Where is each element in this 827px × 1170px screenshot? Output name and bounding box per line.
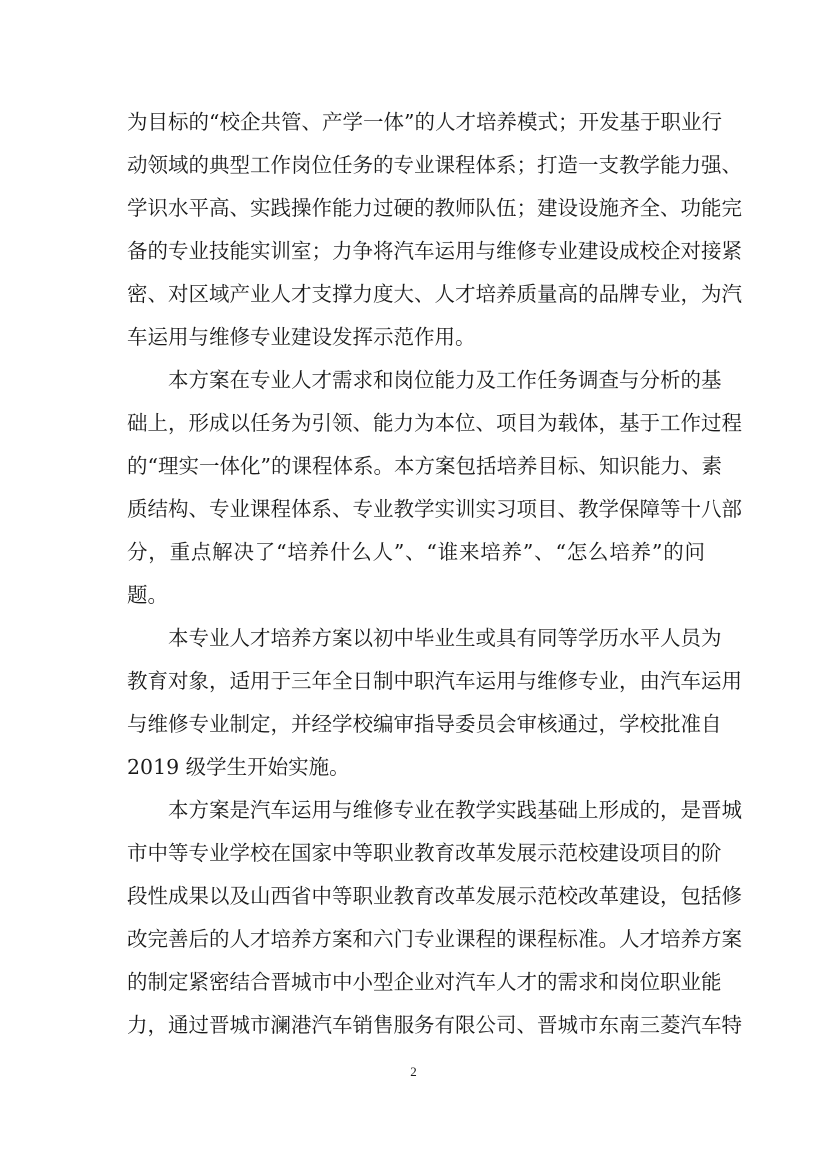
paragraph-2-line-3: 的“理实一体化”的课程体系。本方案包括培养目标、知识能力、素 xyxy=(127,454,722,478)
paragraph-1-line-4: 备的专业技能实训室；力争将汽车运用与维修专业建设成校企对接紧 xyxy=(127,239,742,263)
paragraph-1-line-5: 密、对区域产业人才支撑力度大、人才培养质量高的品牌专业，为汽 xyxy=(127,282,742,306)
paragraph-4-line-5: 的制定紧密结合晋城市中小型企业对汽车人才的需求和岗位职业能 xyxy=(127,970,722,994)
paragraph-1-line-2: 动领域的典型工作岗位任务的专业课程体系；打造一支教学能力强、 xyxy=(127,153,742,177)
paragraph-3-line-4: 2019 级学生开始实施。 xyxy=(127,755,350,779)
page-number: 2 xyxy=(410,1064,417,1079)
paragraph-2-line-2: 础上，形成以任务为引领、能力为本位、项目为载体，基于工作过程 xyxy=(127,411,742,435)
paragraph-1-line-1: 为目标的“校企共管、产学一体”的人才培养模式；开发基于职业行 xyxy=(127,110,722,134)
paragraph-3-line-1: 本专业人才培养方案以初中毕业生或具有同等学历水平人员为 xyxy=(168,626,722,650)
paragraph-2-line-1: 本方案在专业人才需求和岗位能力及工作任务调查与分析的基 xyxy=(168,368,722,392)
paragraph-2-line-5: 分，重点解决了“培养什么人”、“谁来培养”、“怎么培养”的问 xyxy=(127,540,705,564)
paragraph-1-line-6: 车运用与维修专业建设发挥示范作用。 xyxy=(127,325,476,349)
paragraph-2-line-4: 质结构、专业课程体系、专业教学实训实习项目、教学保障等十八部 xyxy=(127,497,742,521)
paragraph-4-line-3: 段性成果以及山西省中等职业教育改革发展示范校改革建设，包括修 xyxy=(127,884,742,908)
paragraph-3-line-3: 与维修专业制定，并经学校编审指导委员会审核通过，学校批准自 xyxy=(127,712,722,736)
paragraph-4-line-2: 市中等专业学校在国家中等职业教育改革发展示范校建设项目的阶 xyxy=(127,841,722,865)
paragraph-4-line-4: 改完善后的人才培养方案和六门专业课程的课程标准。人才培养方案 xyxy=(127,927,742,951)
paragraph-2-line-6: 题。 xyxy=(127,583,168,607)
paragraph-3-line-2: 教育对象，适用于三年全日制中职汽车运用与维修专业，由汽车运用 xyxy=(127,669,742,693)
paragraph-4-line-6: 力，通过晋城市澜港汽车销售服务有限公司、晋城市东南三菱汽车特 xyxy=(127,1013,742,1037)
paragraph-4-line-1: 本方案是汽车运用与维修专业在教学实践基础上形成的，是晋城 xyxy=(168,798,742,822)
paragraph-1-line-3: 学识水平高、实践操作能力过硬的教师队伍；建设设施齐全、功能完 xyxy=(127,196,742,220)
